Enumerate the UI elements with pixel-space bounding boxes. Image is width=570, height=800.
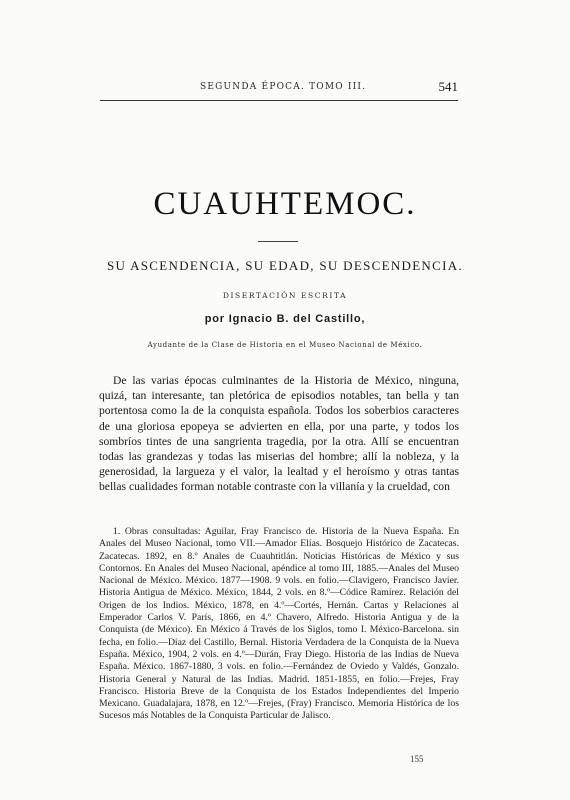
author-affiliation: Ayudante de la Clase de Historia en el Museo Nacional de México. [147,341,423,349]
title-divider [258,241,298,242]
page-number: 541 [438,79,458,94]
header-rule [100,100,458,101]
article-kind: DISERTACIÓN ESCRITA [222,291,348,300]
printer-signature: 155 [410,754,424,764]
article-title: CUAUHTEMOC. [153,186,417,222]
running-title: SEGUNDA ÉPOCA. TOMO III. [200,82,367,92]
article-subtitle: SU ASCENDENCIA, SU EDAD, SU DESCENDENCIA. [107,258,463,273]
body-paragraph: De las varias épocas culminantes de la Historia de México, ninguna, quizá, tan interesante, tan pletórica de episodios notables, tan bella y tan portentosa como la de la conquista española. Todos los soberbios caracteres de una gloriosa epopeya se advierten en ella, por una parte, y todos los sombríos tintes de una sangrienta tragedia, por la otra. Allí se encuentran todas las grandezas y todas las miserias del hombre; allí la nobleza, y la generosidad, la largueza y el valor, la lealtad y el heroísmo y otras tantas bellas cualidades forman notable contraste con la villanía y la crueldad, con [99,374,459,494]
article-author: por Ignacio B. del Castillo, [204,313,366,325]
footnote: 1. Obras consultadas: Aguilar, Fray Francisco de. Historia de la Nueva España. En Anales del Museo Nacional, tomo VII.—Amador Elías. Bosquejo Histórico de Zacatecas. Zacatecas. 1892, en 8.º Anales de Cuauhtitlán. Noticias Históricas de México y sus Contornos. En Anales del Museo Nacional, apéndice al tomo III, 1885.—Anales del Museo Nacional de México. México. 1877—1908. 9 vols. en folio.—Clavigero, Francisco Javier. Historia Antigua de México. México, 1844, 2 vols. en 8.º—Códice Ramírez. Relación del Origen de los Indios. México, 1878, en 4.º—Cortés, Hernán. Cartas y Relaciones al Emperador Carlos V. París, 1866, en 4.º Chavero, Alfredo. Historia Antigua y de la Conquista (de México). En México á Través de los Siglos, tomo I. México-Barcelona. sin fecha, en folio.—Díaz del Castillo, Bernal. Historia Verdadera de la Conquista de la Nueva España. México, 1904, 2 vols. en 4.º—Durán, Fray Diego. Historia de las Indias de Nueva España. México. 1867-1880, 3 vols. en folio.—Fernández de Oviedo y Valdés, Gonzalo. Historia General y Natural de las Indias. Madrid. 1851-1855, en folio.—Frejes, Fray Francisco. Historia Breve de la Conquista de los Estados Independientes del Imperio Mexicano. Guadalajara, 1878, en 12.º—Frejes, (Fray) Francisco. Memoria Histórica de los Sucesos más Notables de la Conquista Particular de Jalisco. [99,526,459,722]
